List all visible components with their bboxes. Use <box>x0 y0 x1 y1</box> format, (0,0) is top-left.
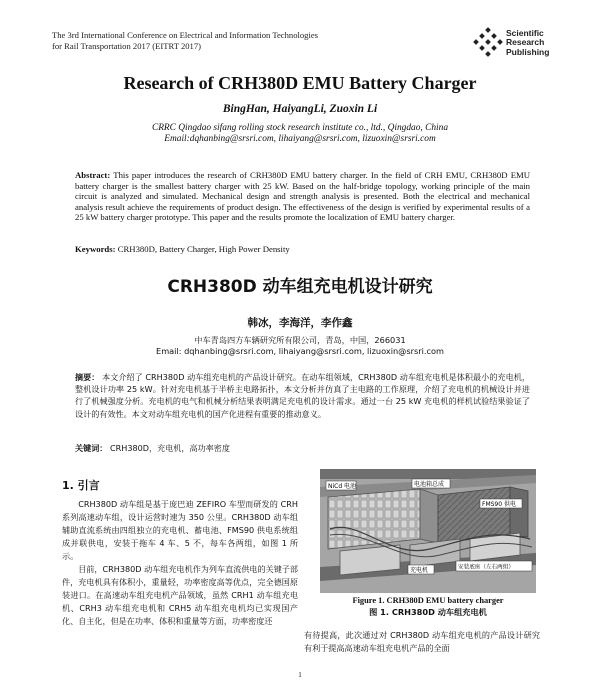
keywords-en-label: Keywords: <box>75 244 116 254</box>
figure-label-charger: 充电机 <box>410 567 429 574</box>
publisher-logo-icon <box>472 26 504 58</box>
section-heading-introduction: 1. 引言 <box>62 479 100 492</box>
keywords-cn <box>75 443 530 454</box>
figure-label-module: 电池箱总成 <box>414 481 445 488</box>
intro-paragraph-1: CRH380D 动车组是基于庞巴迪 ZEFIRO 车型而研发的 CRH 系列高速动车组，设计运营时速为 350 公里。CRH380D 动车组辅助直流系统由四组独立的充电机、蓄电池、FMS90 供电系统组成并联供电，安装于拖车 4 车、5 不，每车各两组，如图 1 所示。 <box>62 499 298 561</box>
conference-header <box>52 30 382 51</box>
abstract-en-label: Abstract: <box>75 170 111 180</box>
figure-1-caption-en: Figure 1. CRH380D EMU battery charger <box>352 596 504 605</box>
keywords-en <box>75 244 530 254</box>
affiliation-en-block <box>0 123 600 145</box>
abstract-en <box>75 170 530 223</box>
figure-label-nicd: NiCd 电池 <box>328 483 357 490</box>
conference-line-1: The 3rd International Conference on Electrical and Information Technologies <box>52 30 319 40</box>
affiliation-cn-block <box>0 335 600 357</box>
conference-line-2: for Rail Transportation 2017 (EITRT 2017) <box>52 40 201 51</box>
figure-1-photo <box>320 469 536 593</box>
figure-1-caption-cn: 图 1. CRH380D 动车组充电机 <box>369 607 487 617</box>
abstract-cn-text: 本文介绍了 CRH380D 动车组充电机的产品设计研究。在动车组领域，CRH380D 动车组充电机是体积最小的充电机，整机设计功率 25 kW。针对充电机基于半桥主电路拓扑，本文分析并仿真了主电路的工作原理，介绍了充电机的机械设计并进行了机械强度分析。充电机的电气和机械分析结果表明满足充电机的设计需求。通过一台 25 kW 充电机的样机试验结果验证了设计的有效性。本文对动车组充电机的国产化进程有重要的推动意义。 <box>75 372 530 419</box>
publisher-line-2: Research <box>506 37 545 48</box>
intro-paragraph-2: 目前，CRH380D 动车组充电机作为列车直流供电的关键子部件，充电机具有体积小，重量轻，功率密度高等优点，完全德国原装进口。在高速动车组充电机产品领域，虽然 CRH1 动车组充电机、CRH3 动车组充电机和 CRH5 动车组充电机均已实现国产化、自主化，但是在功率、体积和重量等方面，功率密度还 <box>62 564 298 626</box>
publisher-line-3: Publishing <box>506 46 550 57</box>
publisher-logo <box>472 24 582 66</box>
authors-en: BingHan, HaiyangLi, Zuoxin Li <box>222 103 378 115</box>
keywords-en-text: CRH380D, Battery Charger, High Power Density <box>117 244 290 254</box>
battery-charger-illustration <box>320 469 536 593</box>
affiliation-en: CRRC Qingdao sifang rolling stock research institute co., ltd., Qingdao, China <box>151 123 449 133</box>
abstract-en-text: This paper introduces the research of CRH380D EMU battery charger. In the field of CRH EMU, CRH380D EMU battery charger is the smallest battery charger with 25 kW. Based on the half-bridge topology, working principle of the main circuit is analyzed and simulated. Mechanical design and strength analysis is presented. Both the electrical and mechanical analysis result achieve the requirements of product design. The effectiveness of the design is verified by experimental results of a 25 kW battery charger prototype. This paper and the results promote the localization of EMU battery charger. <box>75 170 531 223</box>
authors-cn: 韩冰，李海洋，李作鑫 <box>247 317 353 329</box>
publisher-name <box>506 29 549 57</box>
abstract-cn <box>75 371 530 420</box>
publisher-line-1: Scientific <box>506 28 544 38</box>
keywords-cn-label: 关键词： <box>75 443 108 453</box>
abstract-cn-label: 摘要： <box>75 372 100 382</box>
affiliation-cn: 中车青岛四方车辆研究所有限公司，青岛，中国，266031 <box>194 335 406 345</box>
left-column-body <box>62 498 298 628</box>
paper-title-en: Research of CRH380D EMU Battery Charger <box>123 73 477 93</box>
paper-title-cn: CRH380D 动车组充电机设计研究 <box>167 277 433 297</box>
email-en: Email:dqhanbing@srsri.com, lihaiyang@srsri.com, lizuoxin@srsri.com <box>164 134 436 144</box>
right-column-body: 有待提高，此次通过对 CRH380D 动车组充电机的产品设计研究有利于提高高速动车组充电机产品的全面 <box>304 630 540 653</box>
figure-label-note: 安装底座（左右两组） <box>458 564 514 571</box>
page-number: 1 <box>298 671 302 679</box>
figure-label-fms: FMS90 供电 <box>482 501 516 508</box>
email-cn: Email: dqhanbing@srsri.com, lihaiyang@srsri.com, lizuoxin@srsri.com <box>156 346 444 356</box>
keywords-cn-text: CRH380D，充电机，高功率密度 <box>109 443 230 453</box>
